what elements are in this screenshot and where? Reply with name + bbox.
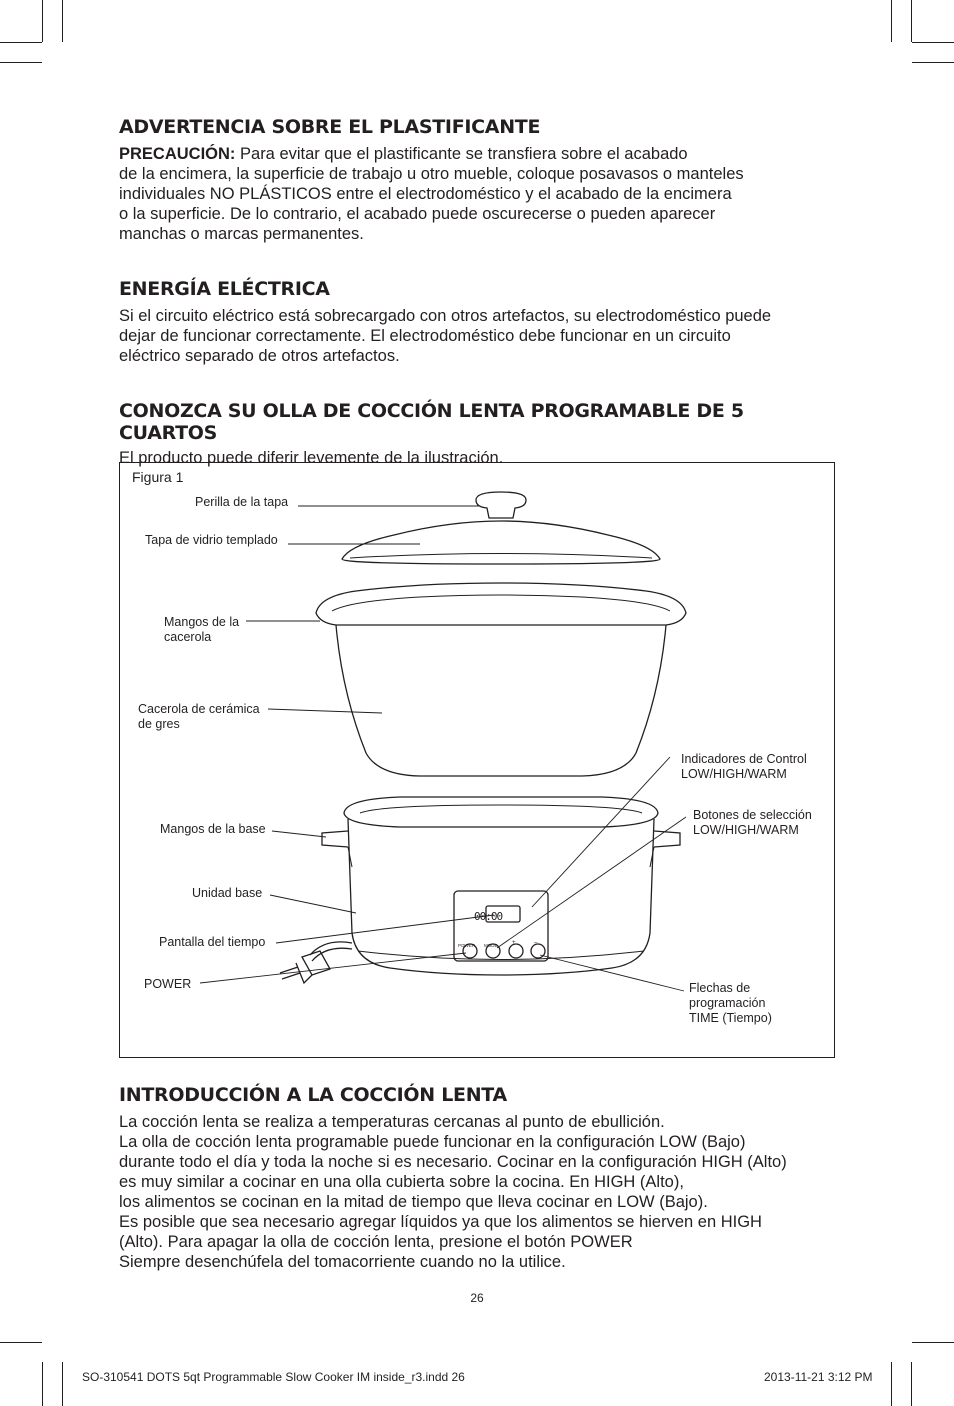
label-stoneware-crock: Cacerola de cerámica de gres bbox=[138, 702, 260, 731]
paragraph-line: Siempre desenchúfela del tomacorriente cuando no la utilice. bbox=[119, 1253, 566, 1271]
label-base-handles: Mangos de la base bbox=[160, 822, 266, 836]
paragraph-line: dejar de funcionar correctamente. El electrodoméstico debe funcionar en un circuito bbox=[119, 327, 731, 345]
know-subtitle: El producto puede diferir levemente de la ilustración. bbox=[119, 449, 504, 467]
power-section bbox=[119, 278, 835, 366]
plasticizer-section bbox=[119, 116, 835, 244]
slug-datetime: 2013-11-21 3:12 PM bbox=[764, 1370, 873, 1384]
paragraph-line: La olla de cocción lenta programable puede funcionar en la configuración LOW (Bajo) bbox=[119, 1133, 746, 1151]
label-lid-knob: Perilla de la tapa bbox=[195, 495, 289, 509]
paragraph-line: Para evitar que el plastificante se transfiera sobre el acabado bbox=[235, 145, 688, 163]
panel-plus-label: + bbox=[512, 940, 516, 946]
page-number: 26 bbox=[470, 1291, 484, 1305]
plasticizer-paragraph bbox=[119, 144, 835, 244]
panel-minus-label: – bbox=[534, 940, 538, 946]
power-heading: ENERGÍA ELÉCTRICA bbox=[119, 278, 330, 300]
paragraph-line: Es posible que sea necesario agregar líquidos ya que los alimentos se hierven en HIGH bbox=[119, 1213, 762, 1231]
panel-power-label: POWER bbox=[458, 943, 476, 948]
label-control-indicators: Indicadores de Control LOW/HIGH/WARM bbox=[681, 752, 807, 781]
base-rim-drawing bbox=[344, 797, 658, 827]
know-section bbox=[119, 400, 835, 468]
crop-mark bbox=[912, 1342, 954, 1343]
paragraph-line: (Alto). Para apagar la olla de cocción lenta, presione el botón POWER bbox=[119, 1233, 633, 1251]
crop-mark bbox=[0, 42, 42, 43]
label-crock-handles: Mangos de la cacerola bbox=[164, 615, 240, 644]
paragraph-line: es muy similar a cocinar en una olla cubierta sobre la cocina. En HIGH (Alto), bbox=[119, 1173, 684, 1191]
crop-mark bbox=[891, 1362, 892, 1406]
know-heading: CONOZCA SU OLLA DE COCCIÓN LENTA PROGRAMABLE DE 5 CUARTOS bbox=[119, 400, 744, 444]
crop-mark bbox=[891, 0, 892, 42]
paragraph-line: de la encimera, la superficie de trabajo u otro mueble, coloque posavasos o manteles bbox=[119, 165, 744, 183]
label-selection-buttons: Botones de selección LOW/HIGH/WARM bbox=[693, 808, 812, 837]
base-body-drawing bbox=[348, 819, 654, 975]
intro-section bbox=[119, 1084, 835, 1272]
paragraph-line: manchas o marcas permanentes. bbox=[119, 225, 364, 243]
figure-1 bbox=[119, 462, 835, 1058]
lid-knob-drawing bbox=[476, 492, 526, 518]
paragraph-line: eléctrico separado de otros artefactos. bbox=[119, 347, 400, 365]
paragraph-line: Si el circuito eléctrico está sobrecargado con otros artefactos, su electrodoméstico puede bbox=[119, 307, 772, 325]
label-power: POWER bbox=[144, 977, 192, 991]
crop-mark bbox=[62, 0, 63, 42]
intro-paragraph bbox=[119, 1112, 835, 1272]
plasticizer-heading: ADVERTENCIA SOBRE EL PLASTIFICANTE bbox=[119, 116, 541, 138]
paragraph-line: o la superficie. De lo contrario, el acabado puede oscurecerse o pueden aparecer bbox=[119, 205, 716, 223]
power-paragraph bbox=[119, 306, 835, 366]
lid-drawing bbox=[342, 521, 660, 564]
label-base-unit: Unidad base bbox=[192, 886, 263, 900]
paragraph-line: La cocción lenta se realiza a temperaturas cercanas al punto de ebullición. bbox=[119, 1113, 665, 1131]
figure-title: Figura 1 bbox=[132, 469, 184, 485]
base-handle-left-drawing bbox=[322, 831, 348, 847]
crop-mark bbox=[912, 42, 954, 43]
crop-mark bbox=[0, 62, 42, 63]
intro-heading: INTRODUCCIÓN A LA COCCIÓN LENTA bbox=[119, 1084, 507, 1106]
crop-mark bbox=[42, 0, 43, 42]
crop-mark bbox=[0, 1342, 42, 1343]
base-handle-right-drawing bbox=[654, 831, 680, 847]
paragraph-line: individuales NO PLÁSTICOS entre el electrodoméstico y el acabado de la encimera bbox=[119, 185, 732, 203]
panel-mode-label: MODE bbox=[484, 943, 498, 948]
time-display-readout: 00:00 bbox=[474, 910, 503, 923]
caution-label: PRECAUCIÓN: bbox=[119, 145, 236, 163]
crock-rim-drawing bbox=[316, 583, 686, 625]
crop-mark bbox=[912, 62, 954, 63]
label-time-display: Pantalla del tiempo bbox=[159, 935, 266, 949]
label-glass-lid: Tapa de vidrio templado bbox=[145, 533, 278, 547]
slug-filename: SO-310541 DOTS 5qt Programmable Slow Cooker IM inside_r3.indd 26 bbox=[82, 1370, 465, 1384]
crop-mark bbox=[911, 1362, 912, 1406]
paragraph-line: los alimentos se cocinan en la mitad de tiempo que lleva cocinar en LOW (Bajo). bbox=[119, 1193, 708, 1211]
crop-mark bbox=[62, 1362, 63, 1406]
crop-mark bbox=[911, 0, 912, 42]
crock-body-drawing bbox=[336, 625, 666, 776]
label-time-arrows: Flechas de programación TIME (Tiempo) bbox=[689, 981, 772, 1025]
paragraph-line: durante todo el día y toda la noche si es necesario. Cocinar en la configuración HIGH (Alto) bbox=[119, 1153, 787, 1171]
crop-mark bbox=[42, 1362, 43, 1406]
